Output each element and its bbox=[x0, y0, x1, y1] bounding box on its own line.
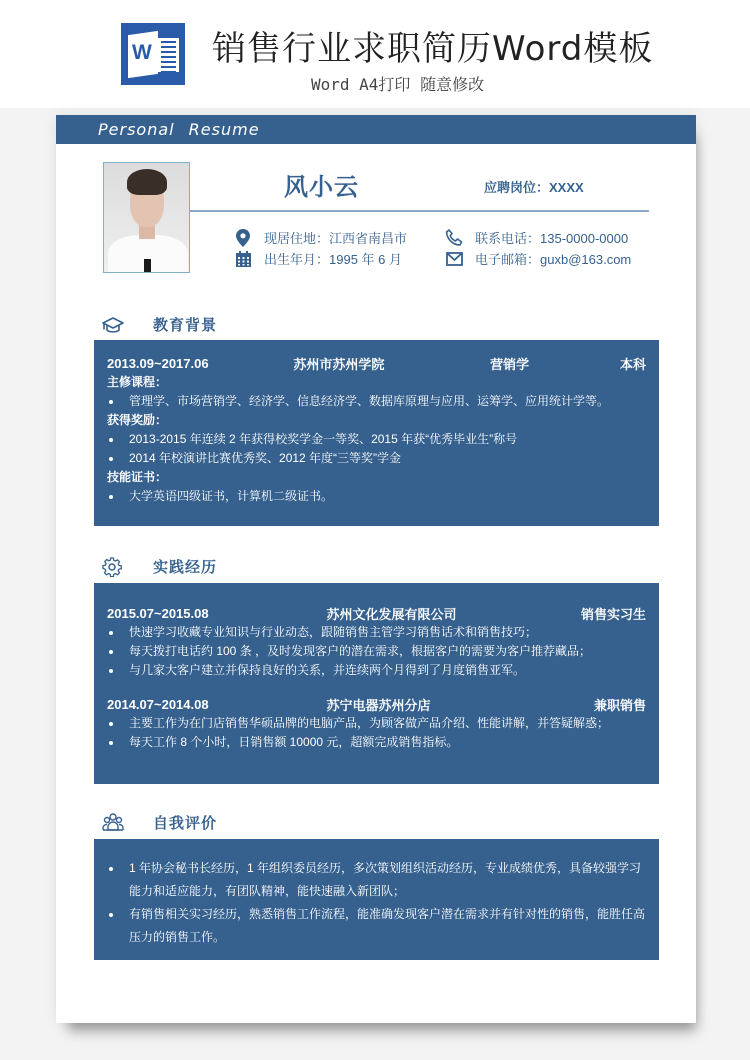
education-degree: 本科 bbox=[619, 356, 646, 372]
courses-label: 主修课程： bbox=[107, 375, 168, 389]
experience-box bbox=[94, 583, 659, 784]
job-role: 销售实习生 bbox=[580, 606, 646, 622]
list-item: 每天拨打电话约 100 条 ，及时发现客户的潜在需求，根据客户的需要为客户推荐藏品； bbox=[107, 642, 646, 661]
gear-icon bbox=[102, 557, 124, 577]
list-item: 2013-2015 年连续 2 年获得校奖学金一等奖、2015 年获“优秀毕业生”称号 bbox=[107, 430, 646, 449]
info-email bbox=[445, 249, 631, 268]
section-experience-header bbox=[102, 556, 217, 577]
education-major: 营销学 bbox=[490, 356, 530, 372]
resume-topbar bbox=[56, 115, 696, 144]
list-item: 快速学习收藏专业知识与行业动态，跟随销售主管学习销售话术和销售技巧； bbox=[107, 623, 646, 642]
list-item: 与几家大客户建立并保持良好的关系，并连续两个月得到了月度销售亚军。 bbox=[107, 661, 646, 680]
list-item: 主要工作为在门店销售华硕品牌的电脑产品，为顾客做产品介绍、性能讲解，并答疑解惑； bbox=[107, 714, 646, 733]
topbar-title: Personal Resume bbox=[98, 120, 260, 139]
list-item: 2014 年校演讲比赛优秀奖、2012 年度“三等奖”学金 bbox=[107, 449, 646, 468]
job-period: 2015.07~2015.08 bbox=[107, 605, 209, 621]
job-target: 应聘岗位：XXXX bbox=[484, 180, 584, 195]
education-row bbox=[107, 353, 646, 373]
job-entry bbox=[107, 694, 646, 752]
graduation-cap-icon bbox=[102, 315, 124, 335]
banner-subtitle: Word A4打印 随意修改 bbox=[311, 75, 485, 94]
info-phone bbox=[445, 228, 628, 247]
map-pin-icon bbox=[234, 229, 252, 247]
awards-label: 获得奖励： bbox=[107, 413, 168, 427]
section-title: 实践经历 bbox=[153, 559, 218, 576]
list-item: 1 年协会秘书长经历，1 年组织委员经历，多次策划组织活动经历，专业成绩优秀，具备较强学习能力和适应能力，有团队精神，能快速融入新团队； bbox=[107, 857, 646, 903]
banner bbox=[0, 0, 750, 108]
job-role: 兼职销售 bbox=[593, 697, 646, 713]
certs-label: 技能证书： bbox=[107, 470, 168, 484]
info-address bbox=[234, 228, 407, 247]
section-title: 自我评价 bbox=[153, 815, 218, 832]
self-eval-box bbox=[94, 839, 659, 960]
education-box bbox=[94, 340, 659, 526]
email-text: 电子邮箱：guxb@163.com bbox=[475, 252, 632, 267]
word-logo-icon bbox=[121, 23, 185, 85]
calendar-icon bbox=[234, 250, 252, 268]
phone-text: 联系电话：135-0000-0000 bbox=[475, 231, 629, 246]
list-item: 每天工作 8 个小时，日销售额 10000 元，超额完成销售指标。 bbox=[107, 733, 646, 752]
list-item: 有销售相关实习经历，熟悉销售工作流程，能准确发现客户潜在需求并有针对性的销售，能胜任高压力的销售工作。 bbox=[107, 903, 646, 949]
job-period: 2014.07~2014.08 bbox=[107, 696, 209, 712]
section-self-eval-header bbox=[102, 812, 217, 833]
header-divider bbox=[190, 210, 649, 212]
word-logo-letter: W bbox=[132, 41, 152, 64]
job-company: 苏州文化发展有限公司 bbox=[326, 606, 457, 622]
job-entry bbox=[107, 603, 646, 680]
job-company: 苏宁电器苏州分店 bbox=[326, 697, 431, 713]
banner-title: 销售行业求职简历Word模板 bbox=[212, 29, 654, 69]
list-item: 大学英语四级证书，计算机二级证书。 bbox=[107, 487, 646, 506]
avatar-photo bbox=[103, 162, 190, 273]
education-school: 苏州市苏州学院 bbox=[293, 356, 385, 372]
address-text: 现居住地：江西省南昌市 bbox=[264, 231, 408, 246]
education-period: 2013.09~2017.06 bbox=[107, 355, 209, 371]
candidate-name: 风小云 bbox=[284, 174, 359, 201]
resume-page bbox=[56, 115, 696, 1023]
envelope-icon bbox=[445, 250, 463, 268]
section-title: 教育背景 bbox=[153, 317, 218, 334]
phone-icon bbox=[445, 229, 463, 247]
info-birth bbox=[234, 249, 402, 268]
birth-text: 出生年月：1995 年 6 月 bbox=[264, 252, 402, 267]
section-education-header bbox=[102, 314, 217, 335]
users-icon bbox=[102, 813, 124, 833]
list-item: 管理学、市场营销学、经济学、信息经济学、数据库原理与应用、运筹学、应用统计学等。 bbox=[107, 392, 646, 411]
